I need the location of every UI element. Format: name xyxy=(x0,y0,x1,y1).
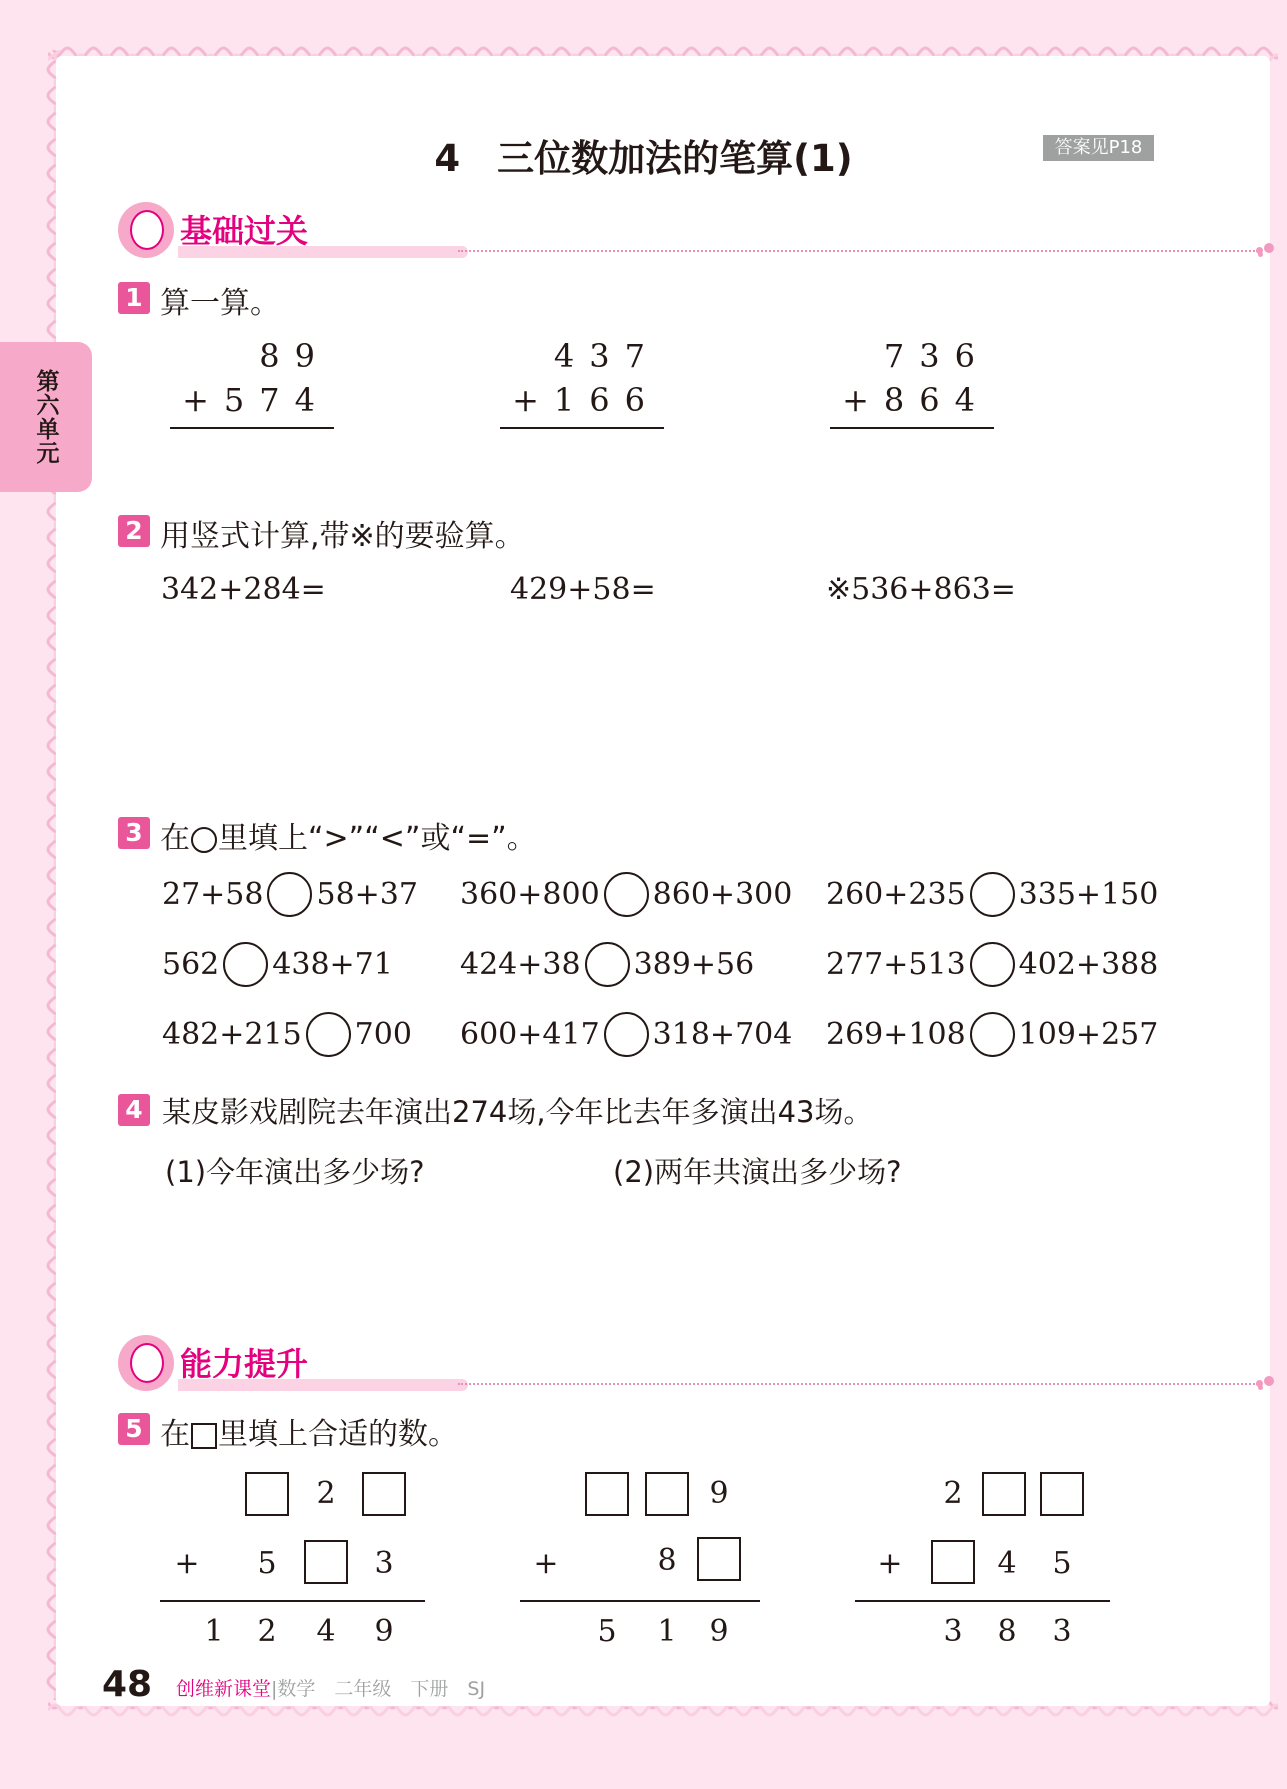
blank-box[interactable] xyxy=(1040,1472,1084,1516)
plus-sign: + xyxy=(174,1546,200,1581)
right-expression: 318+704 xyxy=(652,1016,793,1052)
question-number-3: 3 xyxy=(118,817,150,849)
question-text-5 xyxy=(160,1409,458,1453)
footer-details: 数学 二年级 下册 SJ xyxy=(277,1678,486,1700)
digit: 9 xyxy=(709,1476,729,1511)
left-expression: 360+800 xyxy=(460,876,600,912)
left-expression: 424+38 xyxy=(460,946,581,982)
answer-circle[interactable] xyxy=(223,942,268,987)
right-expression: 389+56 xyxy=(633,946,755,982)
addend-bottom: +864 xyxy=(842,381,990,419)
girl-mascot-icon xyxy=(118,202,174,258)
vertical-addition-2 xyxy=(500,337,660,433)
digit: 5 xyxy=(1052,1546,1072,1581)
left-expression: 600+417 xyxy=(460,1016,600,1052)
answer-circle[interactable] xyxy=(604,872,649,917)
footer-info xyxy=(176,1674,485,1701)
q5-text-b: 里填上合适的数。 xyxy=(218,1417,458,1452)
digit: 9 xyxy=(709,1614,729,1649)
footer-separator: | xyxy=(271,1678,278,1700)
page-number: 48 xyxy=(102,1664,153,1705)
blank-box[interactable] xyxy=(931,1540,975,1584)
vertical-addition-1 xyxy=(170,337,330,433)
sum-line xyxy=(170,427,334,429)
digit: 5 xyxy=(597,1614,617,1649)
left-expression: 277+513 xyxy=(826,946,966,982)
calc-expression-1: 342+284= xyxy=(161,572,326,607)
right-expression: 109+257 xyxy=(1018,1016,1159,1052)
digit: 1 xyxy=(657,1614,677,1649)
comparison-item xyxy=(162,1010,412,1058)
vertical-addition-3 xyxy=(830,337,990,433)
digit: 5 xyxy=(257,1546,277,1581)
answer-circle[interactable] xyxy=(267,872,312,917)
subquestion-2: (2)两年共演出多少场? xyxy=(613,1155,902,1189)
right-expression: 700 xyxy=(354,1016,412,1052)
dotted-divider xyxy=(458,1383,1258,1385)
blank-box[interactable] xyxy=(245,1472,289,1516)
digit: 2 xyxy=(316,1476,336,1511)
digit: 4 xyxy=(316,1614,336,1649)
right-expression: 402+388 xyxy=(1018,946,1159,982)
question-number-4: 4 xyxy=(118,1094,150,1126)
question-number-2: 2 xyxy=(118,515,150,547)
digit: 8 xyxy=(657,1543,677,1578)
comparison-item xyxy=(826,1010,1158,1058)
blank-box[interactable] xyxy=(362,1472,406,1516)
question-number-1: 1 xyxy=(118,282,150,314)
circle-icon xyxy=(191,827,217,853)
unit-side-tab xyxy=(0,342,92,492)
plus-sign: + xyxy=(877,1546,903,1581)
comparison-item xyxy=(826,940,1158,988)
answer-circle[interactable] xyxy=(970,872,1015,917)
sum-line xyxy=(520,1600,760,1602)
section-title-advanced: 能力提升 xyxy=(180,1345,309,1383)
question-number-5: 5 xyxy=(118,1413,150,1445)
sum-line xyxy=(500,427,664,429)
sum-line xyxy=(160,1600,425,1602)
answer-circle[interactable] xyxy=(604,1012,649,1057)
digit: 9 xyxy=(374,1614,394,1649)
section-title-basic: 基础过关 xyxy=(180,212,309,250)
answer-circle[interactable] xyxy=(306,1012,351,1057)
digit: 2 xyxy=(257,1614,277,1649)
blank-box[interactable] xyxy=(645,1472,689,1516)
digit: 8 xyxy=(997,1614,1017,1649)
comparison-item xyxy=(826,870,1158,918)
right-expression: 860+300 xyxy=(652,876,793,912)
right-expression: 438+71 xyxy=(272,946,393,982)
page-title: 4 三位数加法的笔算(1) xyxy=(434,137,853,180)
blank-box[interactable] xyxy=(982,1472,1026,1516)
q5-text-a: 在 xyxy=(160,1417,190,1452)
answer-circle[interactable] xyxy=(585,942,630,987)
right-expression: 335+150 xyxy=(1018,876,1159,912)
answer-circle[interactable] xyxy=(970,1012,1015,1057)
digit: 3 xyxy=(1052,1614,1072,1649)
q3-text-a: 在 xyxy=(160,821,190,856)
addend-bottom: +574 xyxy=(182,381,330,419)
left-expression: 27+58 xyxy=(162,876,264,912)
answer-circle[interactable] xyxy=(970,942,1015,987)
blank-box[interactable] xyxy=(304,1540,348,1584)
calc-expression-2: 429+58= xyxy=(510,572,656,607)
square-icon xyxy=(191,1423,217,1449)
comparison-item xyxy=(460,1010,792,1058)
question-text-2: 用竖式计算,带※的要验算。 xyxy=(160,519,525,554)
dotted-divider xyxy=(458,250,1258,252)
addend-top: 736 xyxy=(883,337,990,375)
question-text-1: 算一算。 xyxy=(160,286,280,321)
comparison-item xyxy=(460,870,792,918)
addend-bottom: +166 xyxy=(512,381,660,419)
unit-label: 第六单元 xyxy=(32,369,59,465)
digit: 2 xyxy=(943,1476,963,1511)
question-text-3 xyxy=(160,813,537,857)
answer-reference-tag: 答案见P18 xyxy=(1043,135,1154,161)
blank-box[interactable] xyxy=(697,1537,741,1581)
monkey-mascot-icon xyxy=(118,1335,174,1391)
footer-brand: 创维新课堂 xyxy=(176,1678,272,1700)
subquestion-1: (1)今年演出多少场? xyxy=(165,1155,425,1189)
decorative-dots-icon xyxy=(1256,243,1276,257)
decorative-dots-icon xyxy=(1256,1376,1276,1390)
sum-line xyxy=(830,427,994,429)
addend-top: 437 xyxy=(553,337,660,375)
left-expression: 269+108 xyxy=(826,1016,966,1052)
section-header-advanced xyxy=(118,1335,1168,1395)
comparison-item xyxy=(460,940,754,988)
q3-text-b: 里填上“>”“<”或“=”。 xyxy=(218,821,537,856)
digit: 4 xyxy=(997,1546,1017,1581)
plus-sign: + xyxy=(533,1546,559,1581)
digit: 3 xyxy=(943,1614,963,1649)
left-expression: 562 xyxy=(162,946,220,982)
sum-line xyxy=(855,1600,1110,1602)
addend-top: 89 xyxy=(259,337,330,375)
section-header-basic xyxy=(118,202,1168,262)
comparison-item xyxy=(162,870,418,918)
comparison-item xyxy=(162,940,393,988)
right-expression: 58+37 xyxy=(316,876,418,912)
blank-box[interactable] xyxy=(585,1472,629,1516)
digit: 1 xyxy=(204,1614,224,1649)
question-text-4: 某皮影戏剧院去年演出274场,今年比去年多演出43场。 xyxy=(162,1095,873,1129)
left-expression: 482+215 xyxy=(162,1016,302,1052)
digit: 3 xyxy=(374,1546,394,1581)
left-expression: 260+235 xyxy=(826,876,966,912)
calc-expression-3: ※536+863= xyxy=(826,572,1016,607)
